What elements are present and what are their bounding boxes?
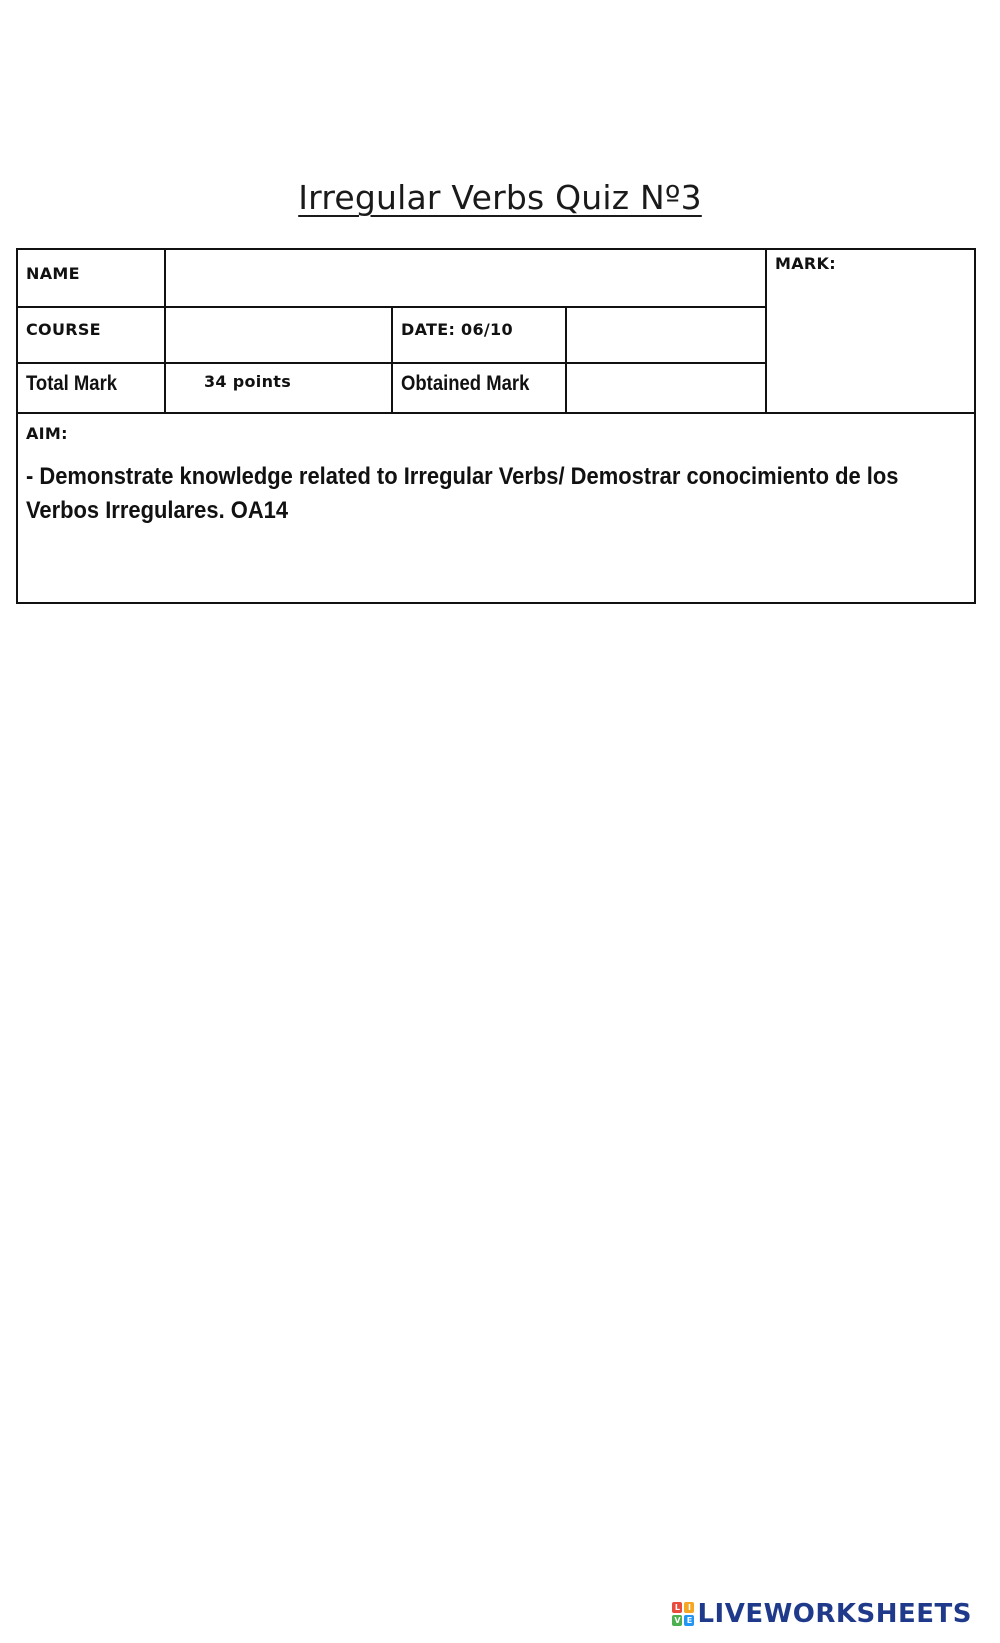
- brand-name: LIVEWORKSHEETS: [697, 1599, 972, 1629]
- liveworksheets-icon: [672, 1602, 694, 1626]
- logo-letter: V: [674, 1616, 681, 1625]
- obtained-mark-field[interactable]: [567, 364, 765, 412]
- mark-label: MARK:: [775, 254, 836, 273]
- logo-letter: L: [672, 1602, 682, 1613]
- divider: [18, 412, 976, 414]
- student-info-form: [16, 248, 976, 604]
- mark-field[interactable]: [767, 250, 976, 412]
- date-label: DATE: 06/10: [401, 320, 513, 339]
- aim-text: - Demonstrate knowledge related to Irregular Verbs/ Demostrar conocimiento de los Verbos Irregulares. OA14: [26, 463, 899, 524]
- date-extra-field[interactable]: [567, 308, 765, 362]
- obtained-mark-label: Obtained Mark: [401, 372, 530, 395]
- course-field[interactable]: [166, 308, 391, 362]
- name-field[interactable]: [166, 250, 765, 306]
- liveworksheets-logo: [672, 1599, 972, 1629]
- divider: [391, 308, 393, 414]
- total-mark-value: 34 points: [204, 372, 292, 391]
- course-label: COURSE: [26, 320, 101, 339]
- name-label: NAME: [26, 264, 80, 283]
- aim-label: AIM:: [26, 424, 68, 443]
- logo-letter: E: [684, 1615, 694, 1626]
- logo-letter: I: [684, 1602, 694, 1613]
- total-mark-label: Total Mark: [26, 372, 118, 395]
- page-title: Irregular Verbs Quiz Nº3: [298, 178, 702, 217]
